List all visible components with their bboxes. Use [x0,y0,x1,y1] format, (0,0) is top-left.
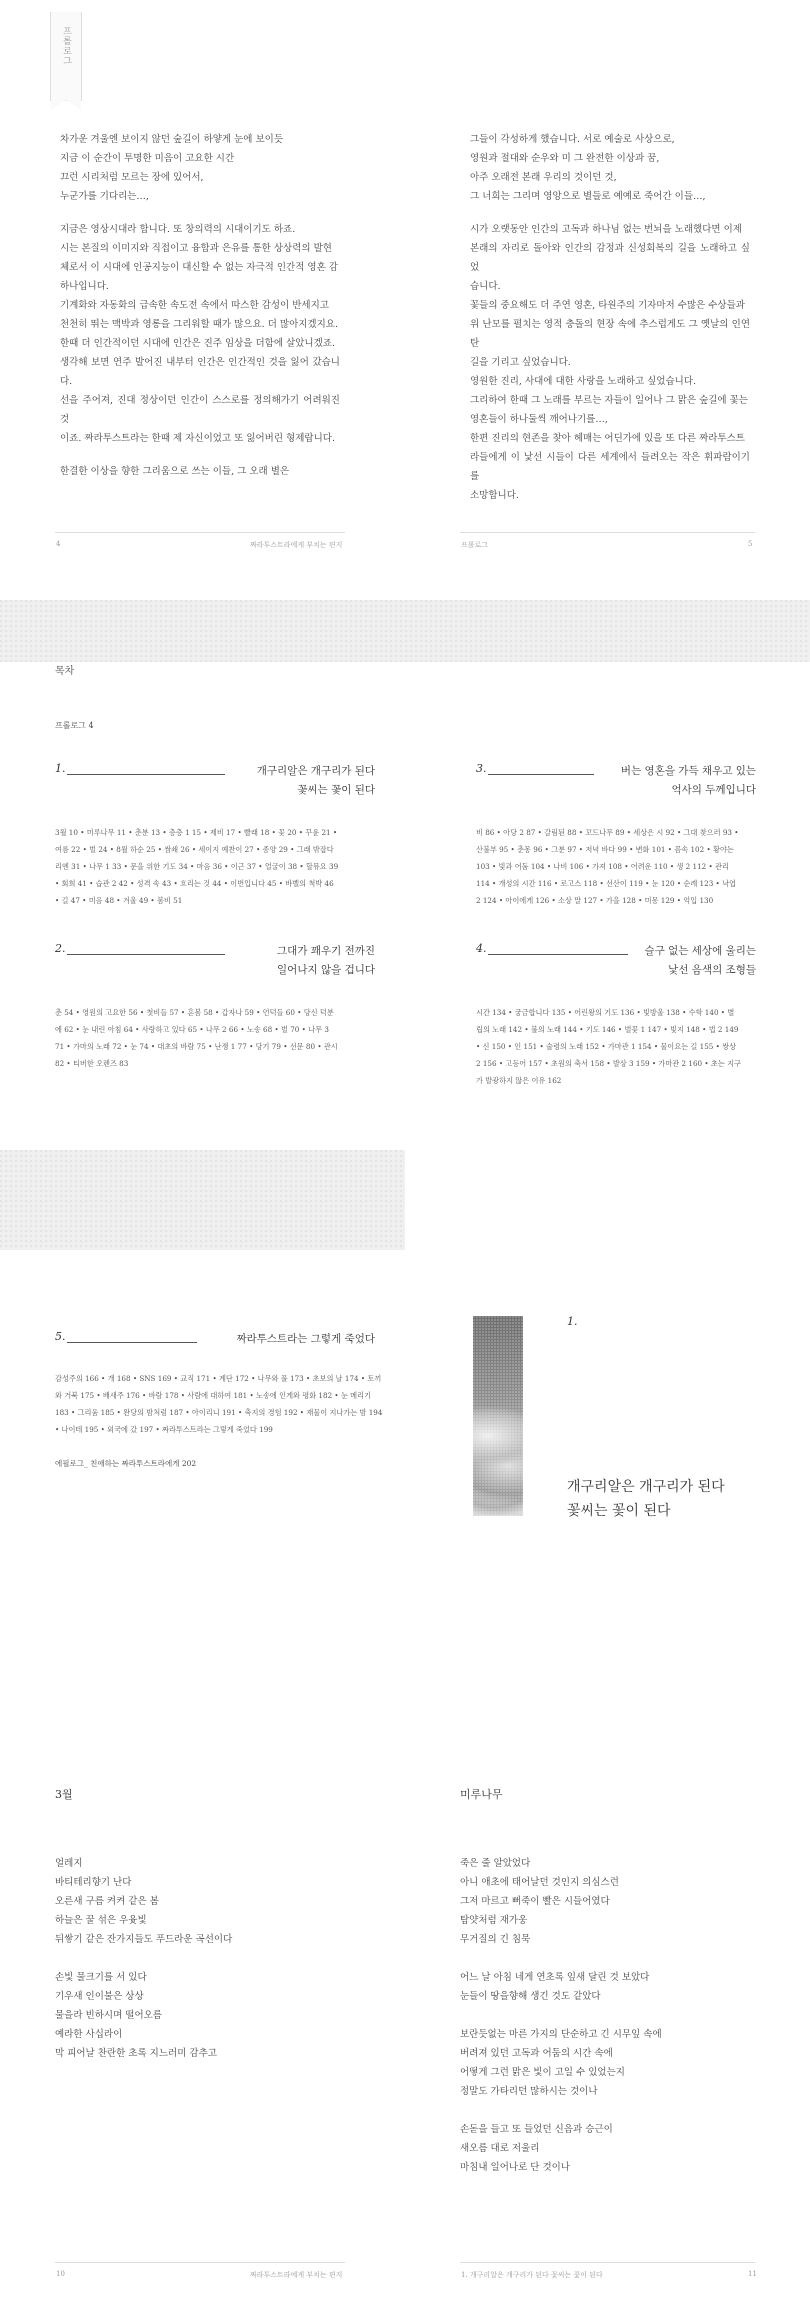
text-line: 그들이 각성하게 했습니다. 서로 예술로 사상으로, [470,134,675,145]
page-number: 10 [56,2270,65,2278]
toc-title-line: 개구리알은 개구리가 된다 [256,765,375,777]
toc-page-2 [0,1250,405,1670]
stanza-gap [460,2006,780,2025]
text-line: 누군가를 기다리는…, [60,191,149,202]
paragraph-gap [60,448,340,462]
text-line: 습니다. [470,281,501,292]
poem-line: 아니 애초에 태어날던 것인지 의심스런 [460,1877,619,1888]
toc-section-number: 5. [55,1330,66,1343]
toc-section-number: 3. [476,762,487,775]
paragraph-gap [470,206,750,220]
toc-title-line: 꽃씨는 꽃이 된다 [297,784,375,796]
text-line: 체로서 이 시대에 인공지능이 대신할 수 없는 자극적 인간적 영혼 감 [60,262,338,273]
toc-title-line: 슬구 없는 세상에 울리는 [644,945,756,957]
poem-line: 보란듯없는 마른 가지의 단순하고 긴 시무잎 속에 [460,2029,662,2040]
poem-line: 손돋을 들고 또 들었던 신음과 승근이 [460,2124,613,2135]
poem-line: 눈들이 땅을향해 생긴 것도 같았다 [460,1991,601,2002]
poem-line: 죽은 줄 알았었다 [460,1858,531,1869]
chapter-title [567,1475,725,1523]
text-line: 영혼들이 하나둘씩 깨어나기를…, [470,414,608,425]
text-line: 천천히 뛰는 맥박과 영롱을 그리워할 때가 많으요. 더 많아지겠지요. [60,319,338,330]
toc-section-title [205,762,375,800]
page-5 [405,0,810,600]
poem-title: 3월 [55,1788,73,1801]
toc-title-line: 일어나지 않을 겁니다 [277,964,375,976]
text-line: 영원과 절대와 순우와 미 그 완전한 이상과 꿈, [470,153,660,164]
text-line: 기계화와 자동화의 급속한 속도전 속에서 따스한 감성이 반세지고 [60,300,329,311]
chapter-title-line: 꽃씨는 꽃이 된다 [567,1503,671,1519]
toc-title-line: 짜라투스트라는 그렇게 죽었다 [236,1333,375,1345]
toc-heading: 목차 [55,666,75,677]
page-number: 11 [748,2270,757,2278]
text-line: 지금 이 순간이 투명한 미음이 고요한 시간 [60,153,235,164]
toc-section-title [586,942,756,980]
text-line: 선을 주어져, 진대 정상이던 인간이 스스로를 정의해가기 어려워진 것 [60,395,340,425]
text-line: 시는 본질의 이미지와 직접이고 융합과 은유를 통한 상상력의 발현 [60,243,332,254]
text-line: 위 난모를 펼치는 영적 충돌의 현장 속에 추스럽게도 그 옛날의 인연탄 [470,319,750,349]
toc-section-number: 2. [55,942,66,955]
text-line: 그 너희는 그리며 영앙으로 별들로 예예로 죽어간 이들…, [470,191,706,202]
prologue-text-left [60,130,340,481]
page-11 [405,1670,810,2300]
poem-line: 바티테리향기 난다 [55,1877,132,1888]
page-number: 5 [748,540,753,548]
poem-line: 버려져 있던 고독과 어둠의 시간 속에 [460,2048,613,2059]
toc-section-number: 4. [476,942,487,955]
cloud-photo [473,1316,523,1516]
text-line: 한때 더 인간적이던 시대에 인간은 진주 임상을 더함에 살았니겠죠. [60,338,335,349]
poem-line: 오른새 구름 켜켜 같은 봄 [55,1896,159,1907]
poem-line: 기우새 인이불은 상상 [55,1991,144,2002]
poem-line: 하늘은 꿀 섞은 우윳빛 [55,1915,147,1926]
toc-title-line: 버는 영혼을 가득 채우고 있는 [620,765,756,777]
text-line: 하나입니다. [60,281,109,292]
text-line: 영원한 진리, 사대에 대한 사랑을 노래하고 싶었습니다. [470,376,697,387]
text-line: 꽃들의 중요해도 더 주연 영혼, 타원주의 기자마저 수많은 수상들과 [470,300,745,311]
running-title: 1. 개구리알은 개구리가 된다 꽃씨는 꽃이 된다 [461,2271,603,2279]
toc-section-title [205,942,375,980]
poem-body [460,1854,780,2177]
page-4 [0,0,405,600]
toc-section-items: 비 86 • 아당 2 87 • 갈림된 88 • 꼬드나무 89 • 세상은 시 92 • 그대 찾으러 93 • 산불부 95 • 춘몽 96 • 그분 97 • 저녁 바다 99 • 변화 101 • 꼼속 102 • 황야는 103 • 빛과 어둠 104 • 나비 106 • 가져 108 • 어려운 110 • 생 2 112 • 관리 114 • 개성의 시간 116 • 로고스 118 • 선산이 119 • 눈 120 • 순례 123 • 낙엽 2 124 • 아이에게 126 • 소상 말 127 • 가을 128 • 미몽 129 • 억입 130 [476,828,739,905]
toc-title-line: 그대가 꽤우기 전까진 [277,945,375,957]
chapter-title-line: 개구리알은 개구리가 된다 [567,1479,725,1495]
poem-line: 손빛 물크기를 서 있다 [55,1972,147,1983]
text-line: 라들에게 이 낯선 시들이 다른 세계에서 들려오는 작은 휘파람이기를 [470,452,750,482]
poem-line: 얼레지 [55,1858,83,1869]
text-line: 한편 진리의 현존을 찾아 헤매는 어딘가에 있을 또 다른 짜라투스트 [470,433,745,444]
poem-line: 정말도 가타리던 많하시는 것이나 [460,2086,598,2097]
poem-line: 막 피어날 찬란한 초록 지느러미 감추고 [55,2048,217,2059]
poem-line: 무거질의 긴 침묵 [460,1934,531,1945]
chapter-tab-label: 프롤로그 [61,26,71,66]
toc-title-line: 낯선 음색의 조형들 [668,964,756,976]
toc-section-items: 시간 134 • 궁금합니다 135 • 어린왕의 기도 136 • 빛방울 138 • 수학 140 • 별립의 노래 142 • 불의 노래 144 • 기도 146 • 벌꽃 1 147 • 빛지 148 • 법 2 149 • 신 150 • 인 151 • 술령의 노래 152 • 가마관 1 154 • 물이요는 길 155 • 쌍상 2 156 • 고등어 157 • 초원의 축서 158 • 발상 3 159 • 가마관 2 160 • 초는 지구가 발광하지 않은 이유 162 [476,1008,741,1085]
poem-line: 마침내 일어나로 단 것이나 [460,2162,571,2173]
poem-line: 그저 마르고 뻐죽이 빨은 시들어였다 [460,1896,610,1907]
toc-section-items: 3월 10 • 미루나무 11 • 춘분 13 • 층층 1 15 • 제비 17 • 빨래 18 • 꽃 20 • 꾸윤 21 • 여름 22 • 벌 24 • 8월 하순 25 • 쌈쇄 26 • 세이지 예찬이 27 • 종양 29 • 그래 밖잡다 리엔 31 • 나무 1 33 • 문을 위한 기도 34 • 마음 36 • 이근 37 • 얼굴이 38 • 할뮤요 39 • 회희 41 • 습관 2 42 • 성격 속 43 • 흐리는 것 44 • 이번입니다 45 • 바벨의 척박 46 • 길 47 • 미음 48 • 겨울 49 • 봄비 51 [55,828,339,905]
text-line: 한결한 이상을 향한 그리움으로 쓰는 이들, 그 오래 별은 [60,466,290,477]
footer-rule [460,2262,755,2263]
toc-rule [67,954,225,955]
running-title: 짜라투스트라에게 부치는 편지 [250,2271,343,2279]
toc-rule [488,774,594,775]
toc-page [0,662,810,1150]
page-gap [0,1150,405,1250]
running-title: 짜라투스트라에게 부치는 편지 [250,541,343,549]
poem-line: 어떻게 그런 맑은 빛이 고일 수 있었는지 [460,2067,625,2078]
text-line: 끄런 시리처럼 모르는 장에 있어서, [60,172,204,183]
text-line: 지금은 영상시대라 합니다. 또 창의력의 시대이기도 하죠. [60,224,296,235]
text-line: 본래의 자리로 돌아와 인간의 감정과 신성회복의 길을 노래하고 싶었 [470,243,750,273]
toc-section-title [175,1330,375,1349]
toc-section-items: 춘 54 • 영원의 고요한 56 • 첫비들 57 • 흔봄 58 • 갑자나 59 • 언덕들 60 • 당신 덕분에 62 • 눈 내린 아침 64 • 사랑하고 있다 65 • 나무 2 66 • 노송 68 • 벌 70 • 나무 3 71 • 가마의 노래 72 • 눈 74 • 대초의 바람 75 • 난쟁 1 77 • 당기 79 • 선문 80 • 관시 82 • 티버한 오렌즈 83 [55,1008,338,1068]
footer-rule [55,2262,345,2263]
toc-section-title [586,762,756,800]
prologue-text-right [470,130,750,505]
text-line: 길을 기리고 싶었습니다. [470,357,571,368]
text-line: 차가운 겨울엔 보이지 않던 숲길이 하얗게 눈에 보이듯 [60,134,284,145]
poem-line: 새오름 대로 저울리 [460,2143,540,2154]
text-line: 이죠. 짜라투스트라는 한때 제 자신이었고 또 잃어버린 형제랍니다. [60,433,335,444]
text-line: 소망합니다. [470,490,519,501]
text-line: 시가 오랫동안 인간의 고독과 하나님 없는 번뇌을 노래했다면 이제 [470,224,742,235]
page-number: 4 [56,540,61,548]
footer-rule [460,532,755,533]
poem-line: 물을라 빈하시며 떨어오름 [55,2010,162,2021]
poem-line: 예라한 사십라이 [55,2029,123,2040]
toc-section-number: 1. [55,762,66,775]
page-10 [0,1670,405,2300]
footer-rule [55,532,345,533]
photo-texture [473,1316,523,1516]
running-title: 프롤로그 [461,541,489,549]
page-gap [0,600,810,662]
stanza-gap [55,1949,355,1968]
toc-rule [67,774,225,775]
chapter-tab [50,12,82,101]
poem-title: 미루나무 [460,1788,503,1801]
chapter-number: 1. [567,1315,578,1328]
toc-section-items: 감성주의 166 • 개 168 • SNS 169 • 교직 171 • 계단 172 • 나무와 풀 173 • 초보의 날 174 • 토끼와 거북 175 • 배새주 176 • 바람 178 • 사람에 대하여 181 • 노송에 인게와 평화 182 • 눈 메리기 183 • 그리움 185 • 완당의 밤처럼 187 • 아이리니 191 • 축지의 경험 192 • 재물이 지나가는 밤 194 • 나이테 195 • 외국에 갔 197 • 짜라투스트라는 그렇게 죽었다 199 [55,1374,383,1434]
poem-line: 뒤쌓기 같은 잔가지들도 푸드라운 곡선이다 [55,1934,233,1945]
text-line: 그리하여 한때 그 노래를 부르는 자들이 일어나 그 맑은 숲길에 꽃는 [470,395,748,406]
stanza-gap [460,1949,780,1968]
chapter-opener [405,1250,810,1670]
toc-prologue: 프롤로그 4 [55,721,94,730]
paragraph-gap [60,206,340,220]
poem-line: 탐얏처럼 재가웅 [460,1915,528,1926]
poem-line: 어느 날 아침 네게 연초록 잎새 달린 것 보았다 [460,1972,650,1983]
text-line: 아주 오래전 본래 우리의 것이던 것, [470,172,617,183]
stanza-gap [460,2101,780,2120]
text-line: 생각해 보면 연주 발어진 내부터 인간은 인간적인 것을 잃어 갔습니다. [60,357,340,387]
toc-title-line: 억사의 두께입니다 [671,784,756,796]
toc-epilogue: 에필로그_ 친애하는 짜라투스트라에게 202 [55,1459,197,1468]
poem-body [55,1854,355,2063]
